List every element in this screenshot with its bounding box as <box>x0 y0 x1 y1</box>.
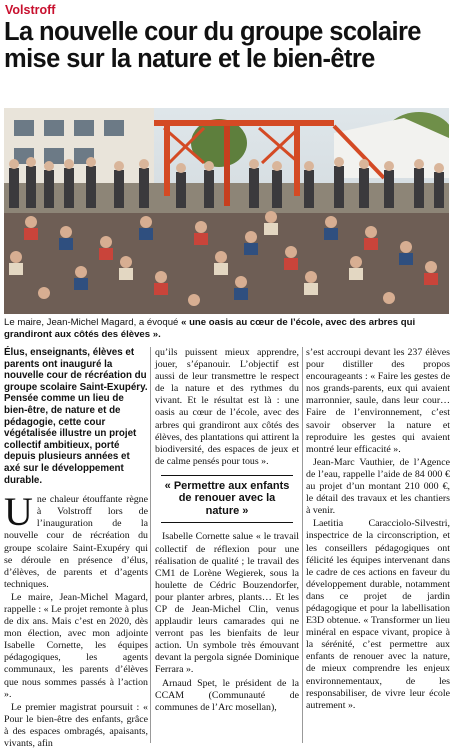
caption-lead: Le maire, Jean-Michel Magard, a évoqué <box>4 317 179 328</box>
column-divider <box>150 347 151 743</box>
photo-caption <box>4 317 449 341</box>
article-column-2 <box>155 347 299 715</box>
article-paragraph: Arnaud Spet, le président de la CCAM (Communauté de communes de l’Arc mosellan), <box>155 677 299 713</box>
article-paragraph: Le premier magistrat poursuit : « Pour le bien-être des enfants, grâce à des espaces ombragés, apaisants, vivants, afin <box>4 701 148 749</box>
schoolyard-photo <box>4 108 449 314</box>
headline: La nouvelle cour du groupe scolaire mise sur la nature et le bien-être <box>4 18 421 73</box>
paragraph-text: ne chaleur étouffante règne à Volstroff lors de l’inauguration de la nouvelle cour de récréation du groupe scolaire Saint-Exupéry qui se déroule en présence d’élus, d’élèves, de parents et d’agents techniques. <box>4 494 148 590</box>
article-paragraph: s’est accroupi devant les 237 élèves pour distiller des propos encourageants : « Faire les gestes de nos grands-parents, eux qui avaient marronnier, saule, dans leur cour… Faire de l’environnement, c’est savoir observer la nature et reproduire les gestes qui avaient montré leur efficacité ». <box>306 347 450 455</box>
article-photo <box>4 108 449 314</box>
article-paragraph: Laetitia Caracciolo-Silvestri, inspectrice de la circonscription, et les conseillers pédagogiques ont félicité les équipes intervenant dans le cadre de ces actions en faveur du développement durable, notamment dans ce projet de jardin pédagogique et pour la labellisation E3D obtenue. « Transformer un lieu minéral en espace vivant, propice à la sérénité, c’est permettre aux enfants de renouer avec la nature, de mieux comprendre les enjeux environnementaux, de les responsabiliser, de vivre leur école autrement ». <box>306 518 450 711</box>
article-paragraph: qu’ils puissent mieux apprendre, jouer, s’épanouir. L’objectif est aussi de leur transmettre le respect de la nature et des rythmes du vivant. Et le résultat est là : une oasis au cœur de l’école, avec des arbres qui grandiront aux côtés des élèves, des plantations qui attirent la biodiversité, des espaces de jeux et de calme pensés pour tous ». <box>155 347 299 467</box>
article-paragraph: Jean-Marc Vauthier, de l’Agence de l’eau, rappelle l’aide de 84 000 € au projet d’un montant 210 000 €, le détail des travaux et les chantiers à venir. <box>306 456 450 517</box>
kicker-locality: Volstroff <box>5 3 56 17</box>
drop-cap: U <box>4 489 33 535</box>
article-column-3 <box>306 347 450 713</box>
pull-quote: « Permettre aux enfants de renouer avec la nature » <box>161 475 293 524</box>
article-paragraph: Le maire, Jean-Michel Magard, rappelle : « Le projet remonte à plus de dix ans. Mais c’est en 2020, dès mon élection, avec mon adjointe Isabelle Cornette, les équipes pédagogiques, les agents communaux, les parents d’élèves que nous sommes passés à l’action ». <box>4 591 148 700</box>
article-standfirst: Élus, enseignants, élèves et parents ont inauguré la nouvelle cour de récréation du groupe scolaire Saint-Exupéry. Pensée comme un lieu de bien-être, de nature et de pédagogie, cette cour végétalisée illustre un projet collectif ambitieux, porté depuis plusieurs années et axé sur le développement durable. <box>4 347 148 486</box>
article-paragraph <box>4 489 148 591</box>
column-divider <box>302 347 303 743</box>
caption-quote: « une oasis au cœur de l’école, avec des arbres qui grandiront aux côtés des élèves ». <box>4 317 416 340</box>
article-paragraph: Isabelle Cornette salue « le travail collectif de réflexion pour une réalisation de qualité ; le travail des CM1 de Lorène Wegierek, sous la houlette de Cédric Bouzendorfer, pour planter arbres, plants… Et les CP de Jean-Michel Clin, venus applaudir leurs camarades qui ne verront pas les bienfaits de leur action. Un symbole très émouvant devant la pergola signée Dominique Ferrara ». <box>155 531 299 676</box>
article-column-1 <box>4 347 148 751</box>
